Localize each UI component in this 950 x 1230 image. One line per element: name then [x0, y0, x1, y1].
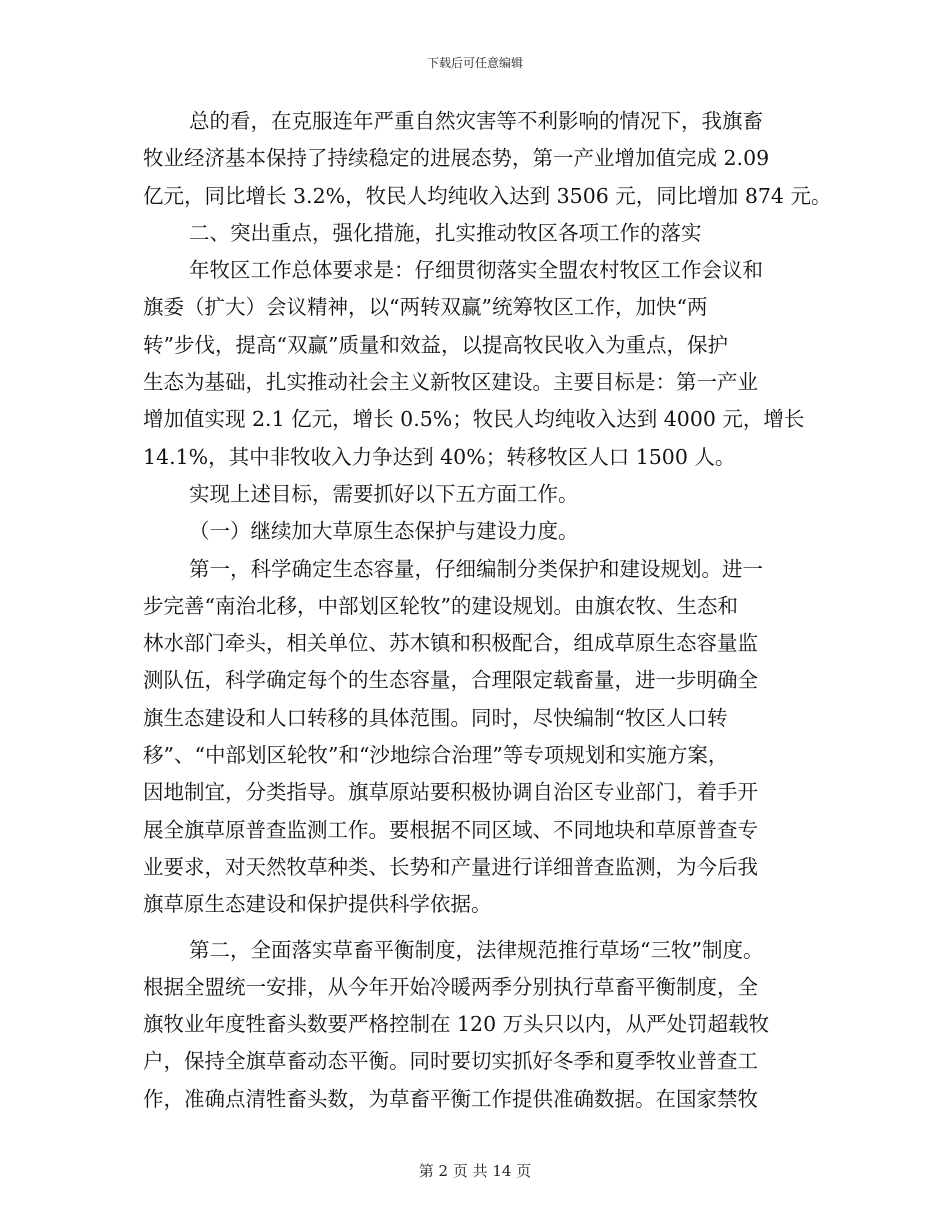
paragraph-line: 旗牧业年度牲畜头数要严格控制在 120 万头只以内，从严处罚超载牧 [143, 1012, 770, 1037]
paragraph-line: 牧业经济基本保持了持续稳定的进展态势，第一产业增加值完成 2.09 [143, 146, 770, 171]
paragraph-line: 总的看，在克服连年严重自然灾害等不利影响的情况下，我旗畜 [189, 109, 763, 133]
paragraph-line: 生态为基础，扎实推动社会主义新牧区建设。主要目标是：第一产业 [143, 370, 758, 395]
paragraph-line: 根据全盟统一安排，从今年开始冷暖两季分别执行草畜平衡制度，全 [143, 974, 758, 999]
paragraph-line: 展全旗草原普查监测工作。要根据不同区域、不同地块和草原普查专 [143, 817, 758, 842]
paragraph-line: 旗生态建设和人口转移的具体范围。同时，尽快编制“牧区人口转 [143, 705, 728, 730]
paragraph-line: 林水部门牵头，相关单位、苏木镇和积极配合，组成草原生态容量监 [143, 631, 758, 656]
paragraph-line: 测队伍，科学确定每个的生态容量，合理限定载畜量，进一步明确全 [143, 668, 758, 693]
header-note: 下载后可任意编辑 [426, 56, 523, 70]
paragraph-line: 旗草原生态建设和保护提供科学依据。 [143, 892, 492, 917]
paragraph-line: 实现上述目标，需要抓好以下五方面工作。 [189, 481, 579, 506]
paragraph-line: 作，准确点清牲畜头数，为草畜平衡工作提供准确数据。在国家禁牧 [143, 1086, 758, 1111]
paragraph-line: 增加值实现 2.1 亿元，增长 0.5%；牧民人均纯收入达到 4000 元，增长 [143, 407, 805, 432]
paragraph-line: 移”、“中部划区轮牧”和“沙地综合治理”等专项规划和实施方案， [143, 743, 729, 768]
paragraph-line: 第二，全面落实草畜平衡制度，法律规范推行草场“三牧”制度。 [189, 937, 764, 962]
page-number: 第 2 页 共 14 页 [418, 1162, 532, 1180]
paragraph-line: 第一，科学确定生态容量，仔细编制分类保护和建设规划。进一 [189, 556, 763, 581]
paragraph-line: 转”步伐，提高“双赢”质量和效益，以提高牧民收入为重点，保护 [143, 332, 728, 357]
paragraph-line: 因地制宜，分类指导。旗草原站要积极协调自治区专业部门，着手开 [143, 780, 758, 805]
paragraph-line: 步完善“南治北移，中部划区轮牧”的建设规划。由旗农牧、生态和 [143, 593, 738, 618]
subsection-heading: （一）继续加大草原生态保护与建设力度。 [189, 519, 579, 544]
paragraph-line: 亿元，同比增长 3.2%，牧民人均纯收入达到 3506 元，同比增加 874 元。 [143, 183, 832, 208]
document-body [143, 103, 832, 1118]
section-heading: 二、突出重点，强化措施，扎实推动牧区各项工作的落实 [189, 220, 702, 245]
paragraph-line: 业要求，对天然牧草种类、长势和产量进行详细普查监测，为今后我 [143, 854, 758, 879]
paragraph-spacing [143, 924, 815, 932]
paragraph-line: 户，保持全旗草畜动态平衡。同时要切实抓好冬季和夏季牧业普查工 [143, 1049, 758, 1074]
paragraph-line: 14.1%，其中非牧收入力争达到 40%；转移牧区人口 1500 人。 [143, 444, 736, 469]
paragraph-line: 年牧区工作总体要求是：仔细贯彻落实全盟农村牧区工作会议和 [189, 258, 763, 283]
paragraph-line: 旗委（扩大）会议精神，以“两转双赢”统筹牧区工作，加快“两 [143, 295, 708, 320]
